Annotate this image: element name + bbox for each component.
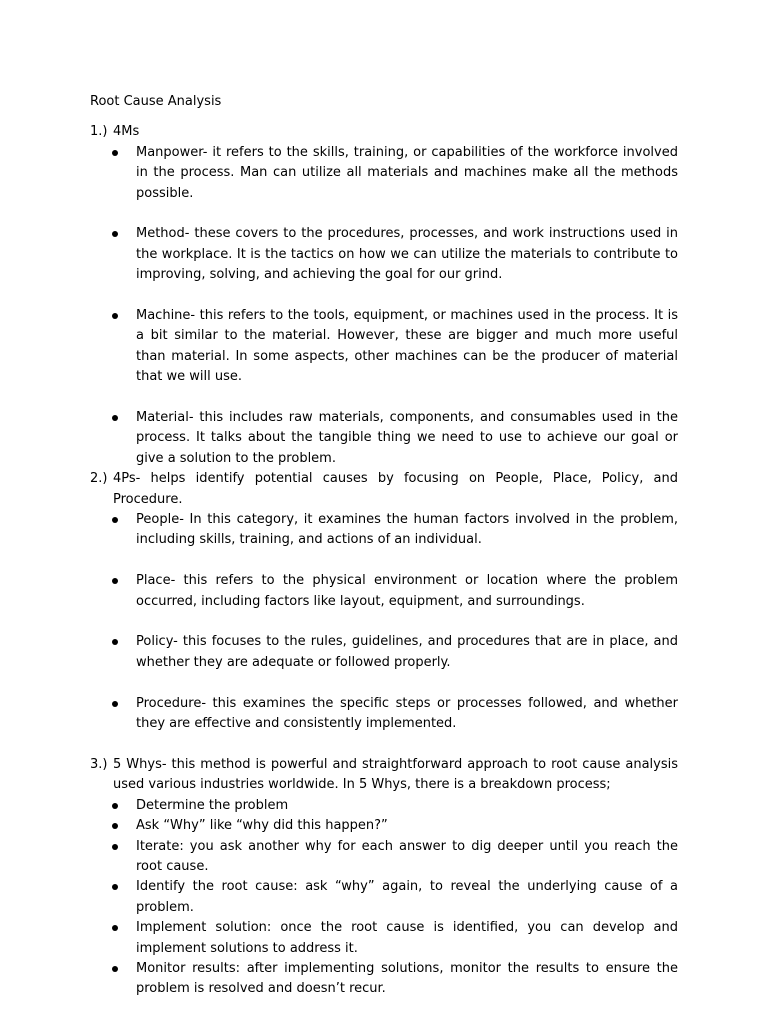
bullet-icon (112, 884, 118, 890)
list-item (90, 837, 678, 878)
bullet-icon (112, 925, 118, 931)
bullet-list (90, 143, 678, 469)
bullet-icon (112, 844, 118, 850)
section-number: 2.) (90, 471, 108, 487)
section-4ms (90, 122, 678, 469)
list-item (90, 959, 678, 1000)
document-title: Root Cause Analysis (90, 94, 222, 109)
list-item-text: Determine the problem (136, 797, 289, 813)
list-item-text: Machine- this refers to the tools, equipment, or machines used in the process. It is a bit similar to the material. However, these are bigger and much more useful than material. In some aspects, other machines can be the producer of material that we will use. (136, 308, 678, 385)
list-item (90, 816, 678, 836)
list-item (90, 632, 678, 673)
list-item-text: Monitor results: after implementing solutions, monitor the results to ensure the problem is resolved and doesn’t recur. (136, 960, 678, 997)
list-item (90, 694, 678, 735)
bullet-icon (112, 823, 118, 829)
list-item-text: Procedure- this examines the specific steps or processes followed, and whether they are effective and consistently implemented. (136, 695, 678, 732)
list-item-text: People- In this category, it examines the human factors involved in the problem, including skills, training, and actions of an individual. (136, 512, 678, 548)
list-item (90, 143, 678, 204)
bullet-icon (112, 701, 118, 707)
bullet-icon (112, 517, 118, 523)
list-item-text: Method- these covers to the procedures, processes, and work instructions used in the workplace. It is the tactics on how we can utilize the materials to contribute to improving, solving, and achieving the goal for our grind. (136, 226, 678, 283)
bullet-icon (112, 415, 118, 421)
list-item (90, 796, 678, 816)
bullet-icon (112, 803, 118, 809)
section-heading-text: 4Ps- helps identify potential causes by focusing on People, Place, Policy, and Procedure. (113, 471, 678, 507)
list-item-text: Identify the root cause: ask “why” again, to reveal the underlying cause of a problem. (136, 879, 678, 915)
list-item (90, 918, 678, 959)
section-5-whys (90, 755, 678, 1000)
section-number: 3.) (90, 756, 108, 772)
list-item (90, 510, 678, 551)
document-page (90, 92, 678, 1000)
list-item-text: Ask “Why” like “why did this happen?” (136, 818, 388, 834)
section-heading (90, 469, 678, 510)
list-item (90, 224, 678, 285)
list-item-text: Place- this refers to the physical environment or location where the problem occurred, including factors like layout, equipment, and surroundings. (136, 573, 678, 609)
section-heading-text: 5 Whys- this method is powerful and straightforward approach to root cause analysis used various industries worldwide. In 5 Whys, there is a breakdown process; (113, 756, 678, 793)
bullet-icon (112, 639, 118, 645)
list-item-text: Material- this includes raw materials, components, and consumables used in the process. It talks about the tangible thing we need to use to achieve our goal or give a solution to the problem. (136, 410, 678, 466)
list-item-text: Implement solution: once the root cause is identified, you can develop and implement solutions to address it. (136, 920, 678, 956)
list-item (90, 408, 678, 469)
list-item (90, 571, 678, 612)
bullet-icon (112, 966, 118, 972)
bullet-icon (112, 578, 118, 584)
section-heading-text: 4Ms (113, 124, 140, 140)
bullet-icon (112, 150, 118, 156)
section-4ps (90, 469, 678, 734)
list-item (90, 877, 678, 918)
section-heading (90, 122, 678, 142)
bullet-list (90, 510, 678, 734)
list-item-text: Policy- this focuses to the rules, guidelines, and procedures that are in place, and whether they are adequate or followed properly. (136, 634, 678, 670)
bullet-icon (112, 231, 118, 237)
bullet-list (90, 796, 678, 1000)
section-number: 1.) (90, 124, 108, 140)
list-item-text: Manpower- it refers to the skills, training, or capabilities of the workforce involved in the process. Man can utilize all materials and machines make all the methods possible. (136, 144, 678, 201)
bullet-icon (112, 313, 118, 319)
list-item-text: Iterate: you ask another why for each answer to dig deeper until you reach the root cause. (136, 838, 678, 874)
list-item (90, 306, 678, 388)
section-heading (90, 755, 678, 796)
